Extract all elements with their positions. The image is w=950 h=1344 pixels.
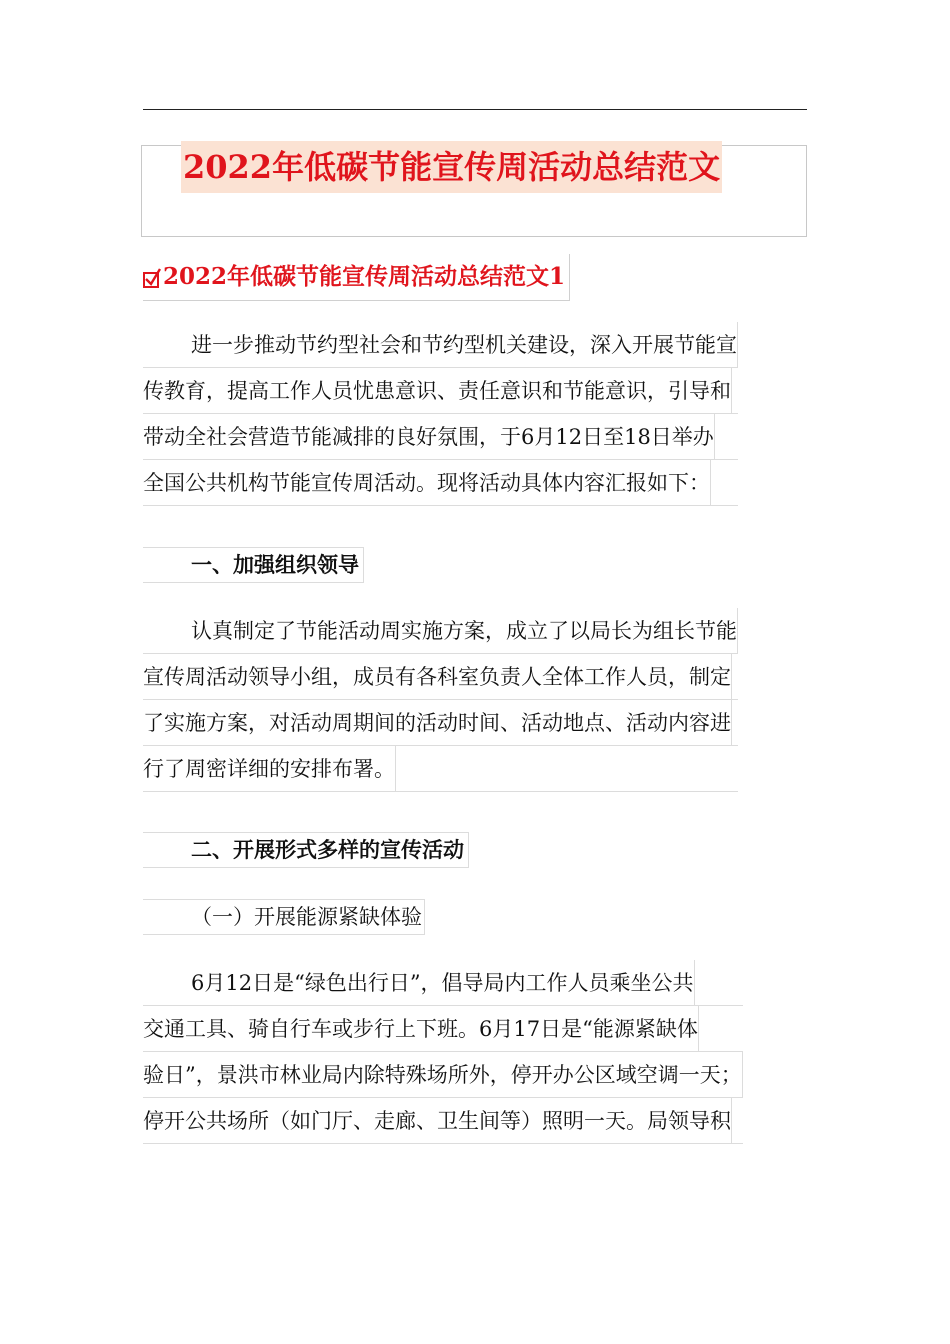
document-title: 2022年低碳节能宣传周活动总结范文 [181,141,722,193]
text-line: 认真制定了节能活动周实施方案，成立了以局长为组长节能 [143,608,738,654]
text-line: 传教育，提高工作人员忧患意识、责任意识和节能意识，引导和 [143,368,738,414]
section-heading-2: 二、开展形式多样的宣传活动 [143,832,469,868]
text-line: 全国公共机构节能宣传周活动。现将活动具体内容汇报如下： [143,460,738,506]
section1-paragraph [143,608,738,792]
subsection-heading: （一）开展能源紧缺体验 [143,899,425,935]
intro-paragraph [143,322,738,506]
text-line: 行了周密详细的安排布署。 [143,746,738,792]
text-line: 了实施方案，对活动周期间的活动时间、活动地点、活动内容进 [143,700,738,746]
sub-heading [143,254,570,301]
text-line: 6月12日是“绿色出行日”，倡导局内工作人员乘坐公共 [143,960,743,1006]
text-line: 宣传周活动领导小组，成员有各科室负责人全体工作人员，制定 [143,654,738,700]
top-rule [143,109,807,110]
checkbox-icon [143,268,161,288]
text-line: 带动全社会营造节能减排的良好氛围，于6月12日至18日举办 [143,414,738,460]
section-heading-1: 一、加强组织领导 [143,547,364,583]
text-line: 交通工具、骑自行车或步行上下班。6月17日是“能源紧缺体 [143,1006,743,1052]
text-line: 停开公共场所（如门厅、走廊、卫生间等）照明一天。局领导积 [143,1098,743,1144]
text-line: 进一步推动节约型社会和节约型机关建设，深入开展节能宣 [143,322,738,368]
text-line: 验日”，景洪市林业局内除特殊场所外，停开办公区域空调一天； [143,1052,743,1098]
section2-paragraph [143,960,743,1144]
sub-heading-text: 2022年低碳节能宣传周活动总结范文1 [163,263,566,290]
